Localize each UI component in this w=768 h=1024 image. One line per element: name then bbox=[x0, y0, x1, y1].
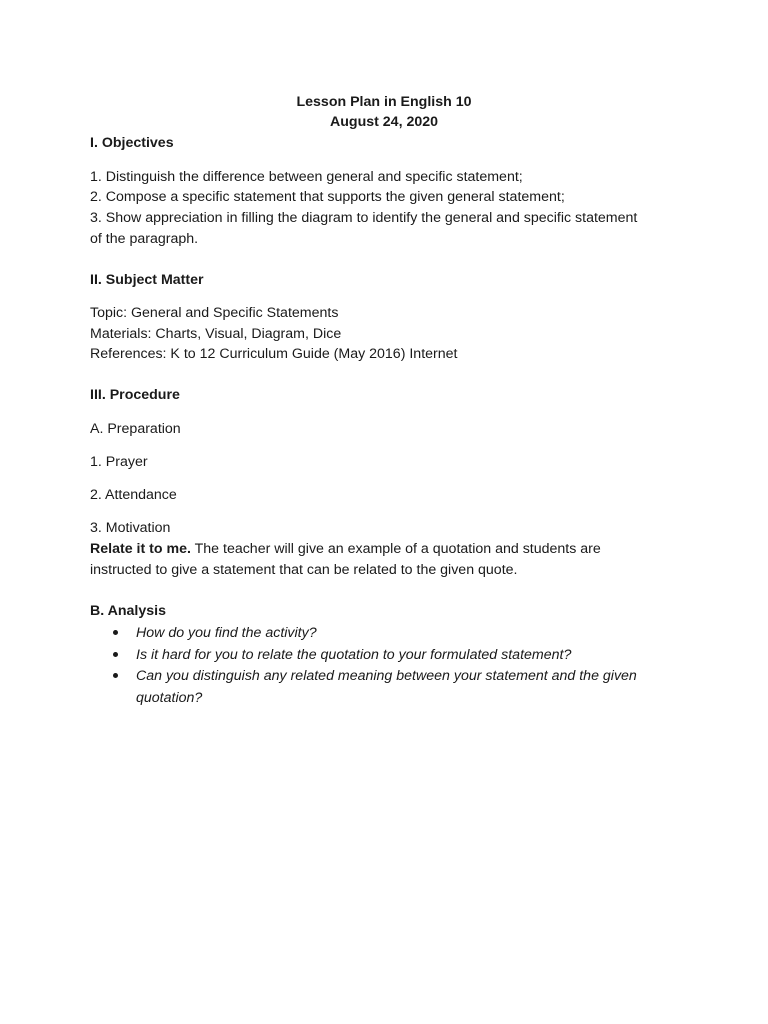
objective-item-3-continued: of the paragraph. bbox=[90, 231, 199, 247]
objective-item-3: 3. Show appreciation in filling the diagram to identify the general and specific statement bbox=[90, 210, 638, 226]
objective-item-1: 1. Distinguish the difference between general and specific statement; bbox=[90, 169, 523, 185]
analysis-bullet-text: Can you distinguish any related meaning between your statement and the given bbox=[136, 668, 637, 684]
procedure-prayer: 1. Prayer bbox=[90, 454, 148, 470]
subject-references: References: K to 12 Curriculum Guide (May 2016) Internet bbox=[90, 346, 458, 362]
subject-materials: Materials: Charts, Visual, Diagram, Dice bbox=[90, 326, 342, 342]
bullet-icon bbox=[113, 652, 118, 657]
relate-bold-label: Relate it to me. bbox=[90, 541, 191, 557]
document-title: Lesson Plan in English 10 bbox=[296, 94, 472, 110]
procedure-motivation: 3. Motivation bbox=[90, 520, 171, 536]
analysis-bullet-text: Is it hard for you to relate the quotation to your formulated statement? bbox=[136, 647, 572, 663]
procedure-attendance: 2. Attendance bbox=[90, 487, 177, 503]
relate-paragraph-line-1 bbox=[90, 540, 601, 558]
procedure-preparation: A. Preparation bbox=[90, 421, 181, 437]
procedure-heading: III. Procedure bbox=[90, 387, 180, 403]
document-date: August 24, 2020 bbox=[329, 114, 439, 130]
objective-item-2: 2. Compose a specific statement that supports the given general statement; bbox=[90, 189, 565, 205]
analysis-bullet-text: How do you find the activity? bbox=[136, 625, 317, 641]
objectives-heading: I. Objectives bbox=[90, 135, 174, 151]
relate-text: The teacher will give an example of a quotation and students are bbox=[190, 541, 601, 557]
analysis-heading: B. Analysis bbox=[90, 603, 166, 619]
subject-matter-heading: II. Subject Matter bbox=[90, 272, 204, 288]
bullet-icon bbox=[113, 673, 118, 678]
subject-topic: Topic: General and Specific Statements bbox=[90, 305, 339, 321]
bullet-icon bbox=[113, 630, 118, 635]
relate-paragraph-line-2: instructed to give a statement that can be related to the given quote. bbox=[90, 562, 518, 578]
analysis-bullet-text-continued: quotation? bbox=[136, 690, 203, 706]
